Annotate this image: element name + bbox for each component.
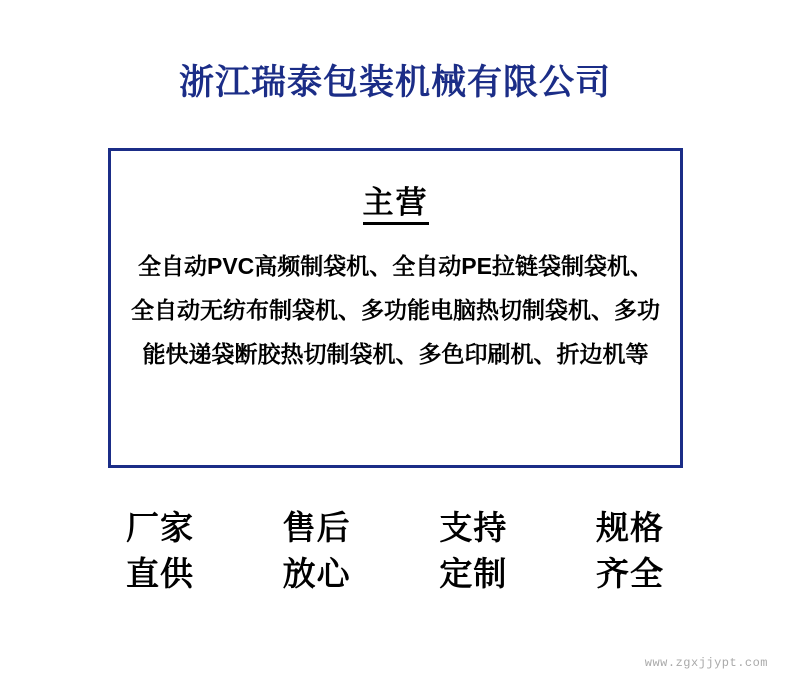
company-title: 浙江瑞泰包装机械有限公司 <box>178 63 611 102</box>
feature-item-1 <box>95 505 225 597</box>
feature-item-2 <box>252 505 382 597</box>
feature-item-1-line2: 直供 <box>126 555 194 592</box>
feature-item-4-line1: 规格 <box>595 509 664 546</box>
feature-item-4 <box>565 505 695 597</box>
feature-item-3 <box>408 505 538 597</box>
main-content-box <box>108 148 683 468</box>
feature-grid <box>95 505 695 597</box>
feature-item-3-line2: 定制 <box>439 555 508 592</box>
feature-item-4-line2: 齐全 <box>595 555 664 592</box>
box-heading <box>111 177 680 222</box>
product-list-text: 全自动PVC高频制袋机、全自动PE拉链袋制袋机、全自动无纺布制袋机、多功能电脑热切制袋机、多功能快递袋断胶热切制袋机、多色印刷机、折边机等 <box>131 253 660 367</box>
box-heading-text: 主营 <box>363 185 429 225</box>
feature-item-2-line2: 放心 <box>282 555 351 592</box>
feature-item-2-line1: 售后 <box>282 509 351 546</box>
feature-item-1-line1: 厂家 <box>126 509 194 546</box>
watermark-url: www.zgxjjypt.com <box>644 656 768 670</box>
feature-item-3-line1: 支持 <box>439 509 508 546</box>
